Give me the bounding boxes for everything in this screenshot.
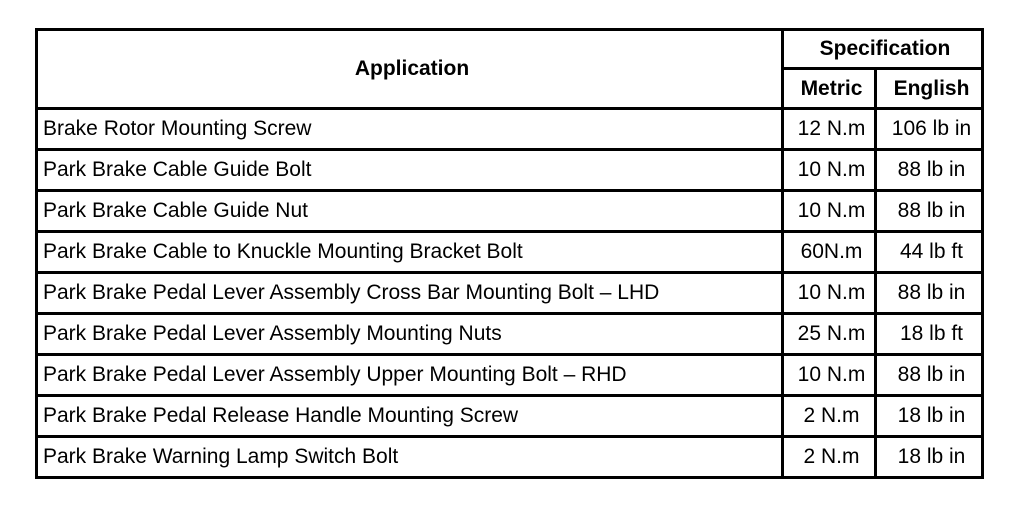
application-cell: Park Brake Warning Lamp Switch Bolt bbox=[37, 437, 783, 478]
application-cell: Park Brake Pedal Lever Assembly Cross Bar Mounting Bolt – LHD bbox=[37, 273, 783, 314]
header-metric: Metric bbox=[783, 69, 876, 109]
english-cell: 106 lb in bbox=[876, 109, 983, 150]
metric-cell: 25 N.m bbox=[783, 314, 876, 355]
table-row bbox=[37, 273, 983, 314]
english-cell: 88 lb in bbox=[876, 150, 983, 191]
metric-cell: 12 N.m bbox=[783, 109, 876, 150]
application-cell: Park Brake Cable Guide Nut bbox=[37, 191, 783, 232]
table-row bbox=[37, 396, 983, 437]
metric-cell: 2 N.m bbox=[783, 437, 876, 478]
english-cell: 88 lb in bbox=[876, 191, 983, 232]
specification-table bbox=[35, 28, 984, 479]
metric-cell: 10 N.m bbox=[783, 355, 876, 396]
table-row bbox=[37, 109, 983, 150]
application-cell: Brake Rotor Mounting Screw bbox=[37, 109, 783, 150]
application-cell: Park Brake Cable Guide Bolt bbox=[37, 150, 783, 191]
header-specification: Specification bbox=[783, 30, 983, 69]
metric-cell: 60N.m bbox=[783, 232, 876, 273]
table-row bbox=[37, 314, 983, 355]
table-row bbox=[37, 191, 983, 232]
application-cell: Park Brake Pedal Lever Assembly Mounting Nuts bbox=[37, 314, 783, 355]
application-cell: Park Brake Pedal Lever Assembly Upper Mounting Bolt – RHD bbox=[37, 355, 783, 396]
table-row bbox=[37, 355, 983, 396]
table-row bbox=[37, 150, 983, 191]
english-cell: 44 lb ft bbox=[876, 232, 983, 273]
english-cell: 18 lb in bbox=[876, 437, 983, 478]
metric-cell: 10 N.m bbox=[783, 150, 876, 191]
application-cell: Park Brake Cable to Knuckle Mounting Bracket Bolt bbox=[37, 232, 783, 273]
english-cell: 88 lb in bbox=[876, 273, 983, 314]
application-cell: Park Brake Pedal Release Handle Mounting Screw bbox=[37, 396, 783, 437]
metric-cell: 10 N.m bbox=[783, 191, 876, 232]
english-cell: 18 lb ft bbox=[876, 314, 983, 355]
header-application: Application bbox=[37, 30, 783, 109]
header-english: English bbox=[876, 69, 983, 109]
table-row bbox=[37, 232, 983, 273]
metric-cell: 2 N.m bbox=[783, 396, 876, 437]
metric-cell: 10 N.m bbox=[783, 273, 876, 314]
english-cell: 88 lb in bbox=[876, 355, 983, 396]
english-cell: 18 lb in bbox=[876, 396, 983, 437]
table-row bbox=[37, 437, 983, 478]
